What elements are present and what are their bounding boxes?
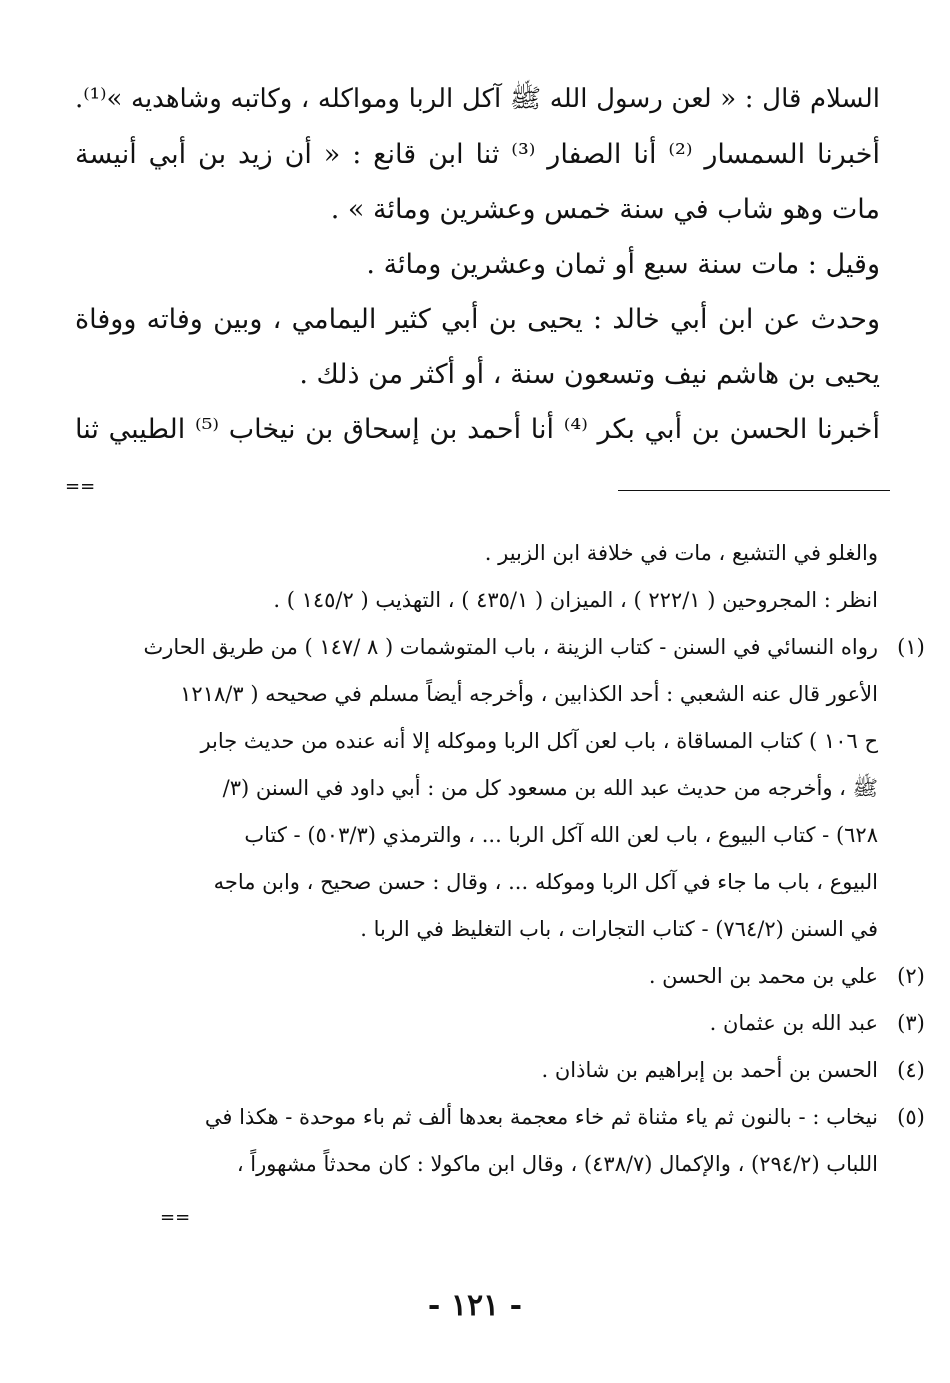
footnote-number: (٤)	[897, 1058, 925, 1082]
footnote-number: (٣)	[897, 1011, 925, 1035]
footnote-line: البيوع ، باب ما جاء في آكل الربا وموكله ... ، وقال : حسن صحيح ، وابن ماجه	[213, 870, 878, 894]
footnote-line: علي بن محمد بن الحسن .	[648, 964, 878, 988]
main-line: وقيل : مات سنة سبع أو ثمان وعشرين ومائة .	[366, 249, 880, 280]
footnote-number: (١)	[897, 635, 925, 659]
footnotes	[75, 530, 925, 1188]
footnote-3	[75, 1000, 925, 1047]
page-number: - ١٢١ -	[427, 1288, 523, 1323]
continues-marker: ==	[160, 1207, 191, 1228]
footnote-continuation-line: انظر : المجروحين ( ٢٢٢/١ ) ، الميزان ( ٤٣٥/١ ) ، التهذيب ( ١٤٥/٢ ) .	[273, 588, 878, 612]
footnote-line: ﷺ ، وأخرجه من حديث عبد الله بن مسعود كل من : أبي داود في السنن (٣/	[222, 776, 878, 800]
footnote-line: ح ١٠٦ ) كتاب المساقاة ، باب لعن آكل الربا وموكله إلا أنه عنده من حديث جابر	[200, 729, 878, 753]
footnote-5	[75, 1094, 925, 1141]
main-line: وحدث عن ابن أبي خالد : يحيى بن أبي كثير اليمامي ، وبين وفاته ووفاة	[75, 304, 880, 335]
footnote-2	[75, 953, 925, 1000]
footnote-1	[75, 624, 925, 671]
footnote-line: اللباب (٢٩٤/٢) ، والإكمال (٤٣٨/٧) ، وقال ابن ماكولا : كان محدثاً مشهوراً ،	[236, 1152, 878, 1176]
footnote-line: الحسن بن أحمد بن إبراهيم بن شاذان .	[541, 1058, 878, 1082]
footnote-line: في السنن (٧٦٤/٢) - كتاب التجارات ، باب التغليظ في الربا .	[360, 917, 878, 941]
separator-rule	[618, 490, 890, 491]
footnote-number: (٢)	[897, 964, 925, 988]
footnote-line: الأعور قال عنه الشعبي : أحد الكذابين ، وأخرجه أيضاً مسلم في صحيحه ( ١٢١٨/٣	[180, 682, 878, 706]
footnote-4	[75, 1047, 925, 1094]
footnote-line: نيخاب : - بالنون ثم ياء مثناة ثم خاء معجمة بعدها ألف ثم باء موحدة - هكذا في	[204, 1105, 878, 1129]
main-line: أخبرنا الحسن بن أبي بكر ⁽⁴⁾ أنا أحمد بن إسحاق بن نيخاب ⁽⁵⁾ الطيبي ثنا	[75, 414, 880, 445]
footnote-line: رواه النسائي في السنن - كتاب الزينة ، باب المتوشمات ( ٨ /١٤٧ ) من طريق الحارث	[143, 635, 878, 659]
main-line: يحيى بن هاشم نيف وتسعون سنة ، أو أكثر من ذلك .	[299, 359, 880, 390]
main-text	[75, 72, 880, 457]
main-line: أخبرنا السمسار ⁽²⁾ أنا الصفار ⁽³⁾ ثنا ابن قانع : « أن زيد بن أبي أنيسة	[75, 139, 880, 170]
continued-from-marker: ==	[65, 476, 96, 497]
footnote-continuation-line: والغلو في التشيع ، مات في خلافة ابن الزبير .	[484, 541, 878, 565]
footnote-line: ٦٢٨) - كتاب البيوع ، باب لعن الله آكل الربا ... ، والترمذي (٥٠٣/٣) - كتاب	[244, 823, 878, 847]
footnote-number: (٥)	[897, 1105, 925, 1129]
footnote-separator	[65, 476, 890, 500]
main-line: السلام قال : « لعن رسول الله ﷺ آكل الربا ومواكله ، وكاتبه وشاهديه »⁽¹⁾.	[75, 84, 880, 114]
footnote-line: عبد الله بن عثمان .	[709, 1011, 878, 1035]
main-line: مات وهو شاب في سنة خمس وعشرين ومائة » .	[330, 194, 880, 225]
